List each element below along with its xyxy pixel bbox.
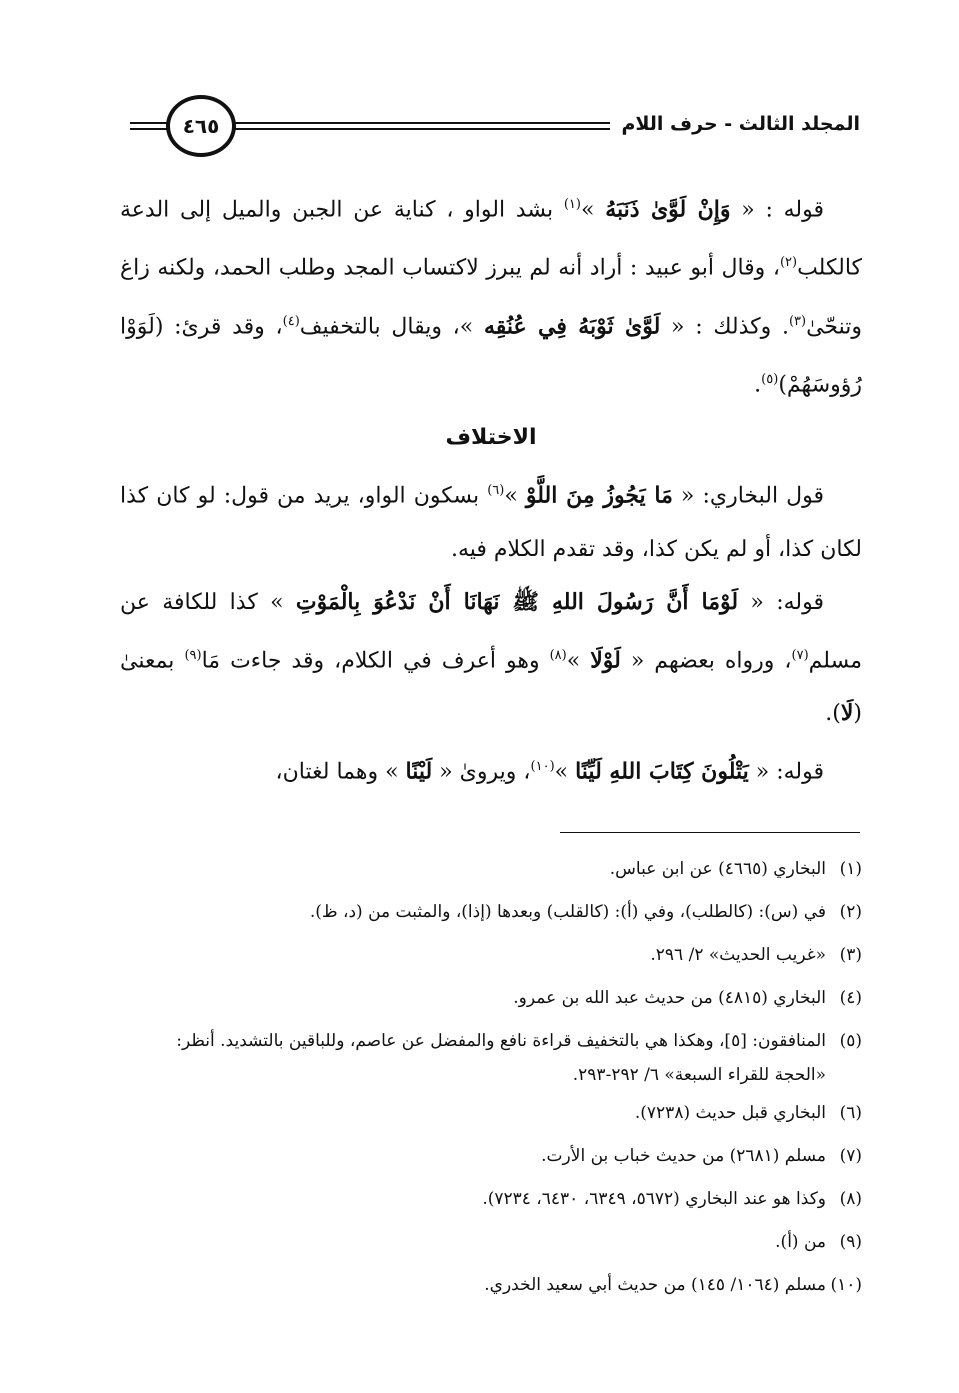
footnote-text: مسلم (٢٦٨١) من حديث خباب بن الأرت. (541, 1146, 826, 1166)
quoted-text: لَوَّىٰ ثَوْبَهُ فِي عُنُقِه (483, 312, 661, 339)
footnote (120, 1092, 862, 1135)
page-number: ٤٦٥ (166, 95, 236, 157)
footnote-text: المنافقون: [٥]، وهكذا هي بالتخفيف قراءة نافع والمفضل عن عاصم، وللباقين بالتشديد. أنظر: «الحجة للقراء السبعة» ٦/ ٢٩٢-٢٩٣. (176, 1031, 826, 1085)
running-title (613, 113, 860, 135)
header-rule (230, 128, 610, 130)
footnote (120, 1020, 862, 1092)
footnote-ref: (٦) (487, 483, 505, 499)
quoted-text: مَا يَجُوزُ مِنَ اللَّوْ (525, 482, 673, 509)
footnote-ref: (٧) (791, 647, 809, 663)
footnote-number: (٢) (839, 902, 862, 922)
paragraph: قوله : « وَإِنْ لَوَّىٰ ذَنَبَهُ »$^{(١)}$ بشد الواو ، كناية عن الجبن والميل إلى الدعة كالكلب$^{(٢)}$، وقال أبو عبيد : أراد أنه لم يبرز لاكتساب المجد وطلب الحمد، ولكنه زاغ وتنحّىٰ$^{(٣)}$. وكذلك : « لَوَّىٰ ثَوْبَهُ فِي عُنُقِه »، ويقال بالتخفيف$^{(٤)}$، وقد قرئ: (لَوَوْا رُؤوسَهُمْ)$^{(٥)}$. (120, 196, 863, 398)
footnote-ref: (٨) (549, 647, 567, 663)
footnote-text: البخاري (٤٨١٥) من حديث عبد الله بن عمرو. (513, 988, 826, 1008)
footnote-number: (٥) (839, 1031, 862, 1051)
quoted-text: لَيْنًا (405, 758, 433, 785)
footnote (120, 1178, 862, 1221)
footnotes (120, 848, 862, 1307)
section-label: حرف اللام (621, 113, 718, 135)
footnote-number: (٤) (839, 988, 862, 1008)
footnote-number: (١) (839, 859, 862, 879)
footnote-number: (١٠) (830, 1275, 862, 1295)
quoted-text: لَوْمَا أَنَّ رَسُولَ اللهِ ﷺ نَهَانَا أَنْ نَدْعُوَ بِالْمَوْتِ (295, 588, 739, 615)
footnote (120, 977, 862, 1020)
footnote-ref: (١) (563, 197, 581, 212)
footnote (120, 1264, 862, 1307)
main-text (120, 178, 862, 798)
footnote-number: (٧) (839, 1146, 862, 1166)
footnote-ref: (٤) (282, 313, 300, 329)
paragraph: قول البخاري: « مَا يَجُوزُ مِنَ اللَّوْ »$^{(٦)}$ بسكون الواو، يريد من قول: لو كان كذا لكان كذا، أو لم يكن كذا، وقد تقدم الكلام فيه. (120, 482, 862, 562)
footnote-separator (560, 832, 860, 833)
footnote (120, 1221, 862, 1264)
footnote-ref: (٢) (779, 255, 798, 271)
volume-label: المجلد الثالث (738, 113, 860, 135)
footnote-text: في (س): (كالطلب)، وفي (أ): (كالقلب) وبعدها (إذا)، والمثبت من (د، ظ). (309, 902, 826, 922)
footnote (120, 848, 862, 891)
footnote-text: البخاري قبل حديث (٧٢٣٨). (634, 1103, 826, 1123)
quoted-text: لَوْلَا (590, 646, 621, 673)
section-heading: الاختلاف (445, 425, 537, 451)
footnote (120, 1135, 862, 1178)
footnote-ref: (٩) (184, 647, 202, 663)
header-rule (230, 122, 610, 124)
footnote-number: (٣) (839, 945, 862, 965)
title-separator: - (724, 113, 733, 135)
footnote-text: من (أ). (775, 1232, 826, 1252)
footnote-number: (٨) (839, 1189, 862, 1209)
quoted-text: وَإِنْ لَوَّىٰ ذَنَبَهُ (605, 196, 731, 223)
header-rule (130, 122, 170, 124)
footnote-ref: (٥) (761, 371, 779, 387)
footnote-text: البخاري (٤٦٦٥) عن ابن عباس. (609, 859, 826, 879)
footnote-number: (٩) (839, 1232, 862, 1252)
footnote-text: مسلم (١٠٦٤/ ١٤٥) من حديث أبي سعيد الخدري. (484, 1275, 826, 1295)
footnote (120, 891, 862, 934)
paragraph: قوله: « لَوْمَا أَنَّ رَسُولَ اللهِ ﷺ نَهَانَا أَنْ نَدْعُوَ بِالْمَوْتِ » كذا للكافة عن مسلم$^{(٧)}$، ورواه بعضهم « لَوْلَا »$^{(٨)}$ وهو أعرف في الكلام، وقد جاءت مَا$^{(٩)}$ بمعنىٰ (لَا). (120, 588, 862, 726)
paragraph: قوله: « يَتْلُونَ كِتَابَ اللهِ لَيِّنًا »$^{(١٠)}$، ويروىٰ « لَيْنًا » وهما لغتان، (275, 758, 824, 785)
page-header (120, 95, 860, 159)
quoted-text: لَوَوْا رُؤوسَهُمْ (120, 313, 862, 398)
footnote-text: «غريب الحديث» ٢/ ٢٩٦. (650, 945, 826, 965)
footnote-ref: (٣) (788, 313, 807, 329)
footnote (120, 934, 862, 977)
footnote-number: (٦) (839, 1103, 862, 1123)
quoted-text: لَا (840, 699, 854, 726)
footnote-ref: (١٠) (530, 758, 555, 774)
footnote-text: وكذا هو عند البخاري (٥٦٧٢، ٦٣٤٩، ٦٤٣٠، ٧٢٣٤). (482, 1189, 826, 1209)
header-rule (130, 128, 170, 130)
quoted-text: يَتْلُونَ كِتَابَ اللهِ لَيِّنًا (575, 758, 749, 785)
